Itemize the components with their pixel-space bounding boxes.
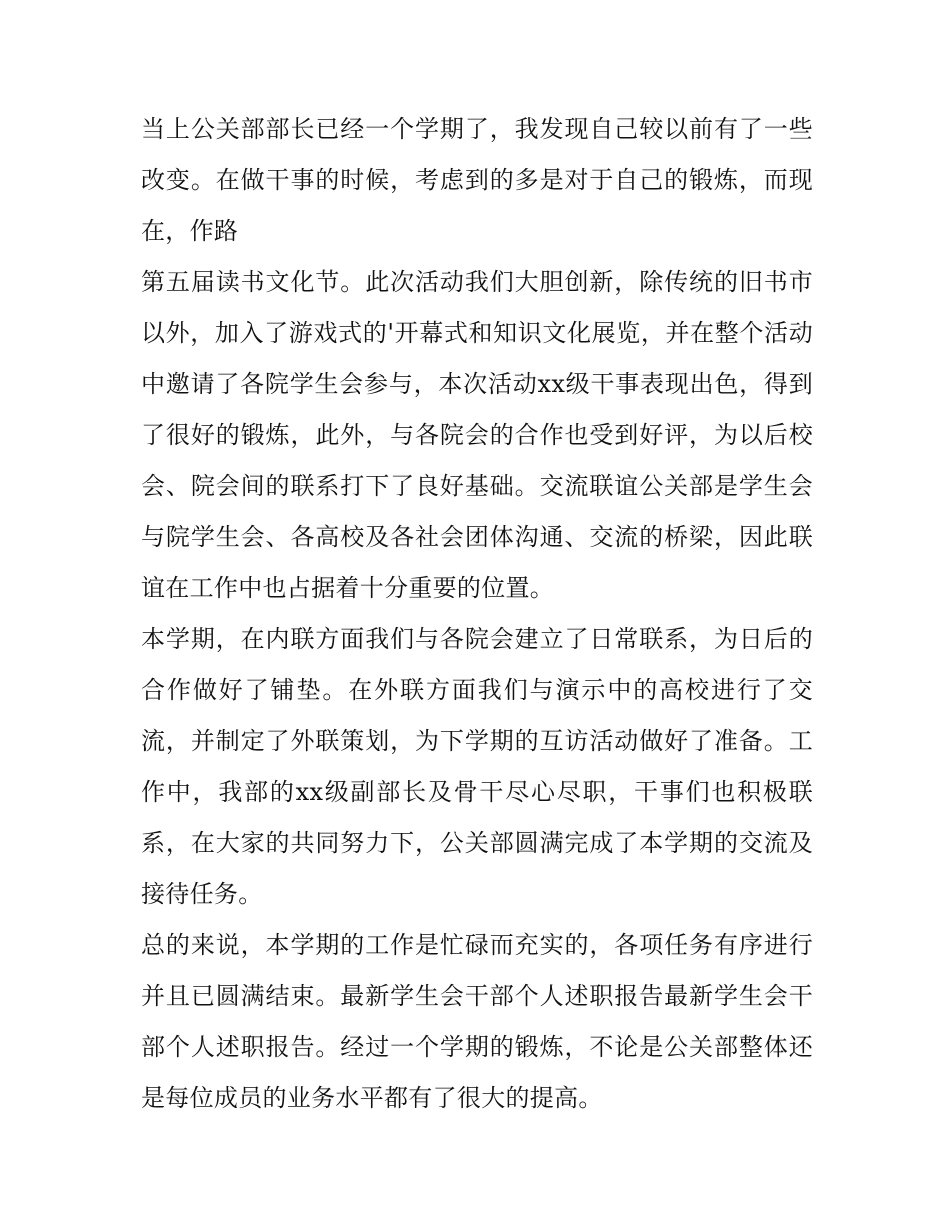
paragraph-3: 本学期，在内联方面我们与各院会建立了日常联系，为日后的合作做好了铺垫。在外联方面我们与演示中的高校进行了交流，并制定了外联策划，为下学期的互访活动做好了准备。工作中，我部的xx级副部长及骨干尽心尽职，干事们也积极联系，在大家的共同努力下，公关部圆满完成了本学期的交流及接待任务。 [141,625,813,908]
paragraph-4: 总的来说，本学期的工作是忙碌而充实的，各项任务有序进行并且已圆满结束。最新学生会干部个人述职报告最新学生会干部个人述职报告。经过一个学期的锻炼，不论是公关部整体还是每位成员的业务水平都有了很大的提高。 [141,931,813,1112]
paragraph-1: 当上公关部部长已经一个学期了，我发现自己较以前有了一些改变。在做干事的时候，考虑到的多是对于自己的锻炼，而现在，作路 [141,115,813,245]
paragraph-2: 第五届读书文化节。此次活动我们大胆创新，除传统的旧书市以外，加入了游戏式的'开幕式和知识文化展览，并在整个活动中邀请了各院学生会参与，本次活动xx级干事表现出色，得到了很好的锻炼，此外，与各院会的合作也受到好评，为以后校会、院会间的联系打下了良好基础。交流联谊公关部是学生会与院学生会、各高校及各社会团体沟通、交流的桥梁，因此联谊在工作中也占据着十分重要的位置。 [141,268,813,602]
document-body [141,104,813,1124]
